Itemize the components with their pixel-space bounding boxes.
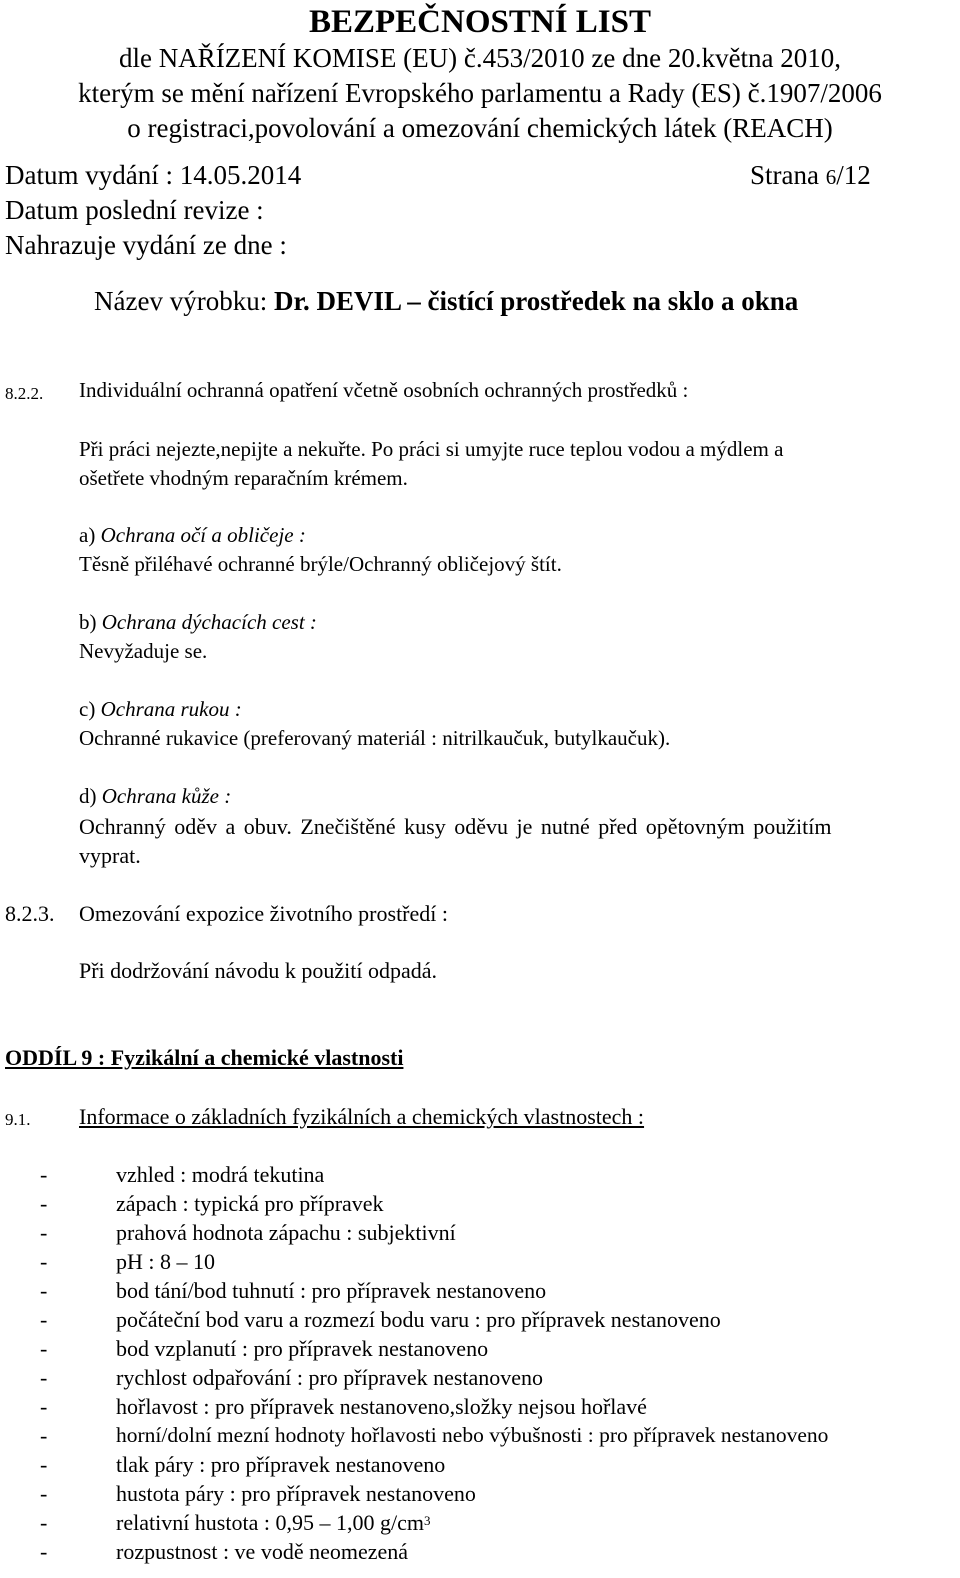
- product-label: Název výrobku:: [94, 286, 274, 316]
- eye-protection-label: Ochrana očí a obličeje :: [100, 523, 306, 547]
- list-item: - pH : 8 – 10: [40, 1249, 215, 1274]
- respiratory-protection-heading: b) Ochrana dýchacích cest :: [79, 610, 317, 634]
- list-item: - bod tání/bod tuhnutí : pro přípravek nestanoveno: [40, 1278, 547, 1303]
- regulation-line-1: dle NAŘÍZENÍ KOMISE (EU) č.453/2010 ze dne 20.května 2010,: [118, 43, 842, 73]
- hygiene-text-line-1: Při práci nejezte,nepijte a nekuřte. Po práci si umyjte ruce teplou vodou a mýdlem a: [79, 437, 784, 461]
- section-heading-9-1: Informace o základních fyzikálních a chemických vlastnostech :: [79, 1104, 645, 1129]
- document-title: BEZPEČNOSTNÍ LIST: [308, 4, 652, 40]
- list-item: - hořlavost : pro přípravek nestanoveno,složky nejsou hořlavé: [40, 1394, 647, 1419]
- page-indicator: [750, 158, 871, 194]
- list-item: - hustota páry : pro přípravek nestanoveno: [40, 1481, 476, 1506]
- section-number-8-2-2: 8.2.2.: [5, 384, 44, 403]
- list-item: - prahová hodnota zápachu : subjektivní: [40, 1220, 456, 1245]
- list-item: - počáteční bod varu a rozmezí bodu varu : pro přípravek nestanoveno: [40, 1307, 721, 1332]
- section-number-8-2-3: 8.2.3.: [5, 901, 55, 926]
- list-item: - zápach : typická pro přípravek: [40, 1191, 384, 1216]
- hand-protection-text: Ochranné rukavice (preferovaný materiál : nitrilkaučuk, butylkaučuk).: [79, 726, 671, 750]
- skin-protection-heading: d) Ochrana kůže :: [79, 784, 232, 808]
- product-name: Dr. DEVIL – čistící prostředek na sklo a okna: [273, 286, 799, 316]
- list-item: - rychlost odpařování : pro přípravek nestanoveno: [40, 1365, 544, 1390]
- list-item: - tlak páry : pro přípravek nestanoveno: [40, 1452, 446, 1477]
- last-revision: Datum poslední revize :: [5, 195, 264, 225]
- page-label: Strana: [750, 160, 826, 190]
- list-item: - relativní hustota : 0,95 – 1,00 $g/cm^3$: [40, 1510, 431, 1535]
- list-item: - vzhled : modrá tekutina: [40, 1162, 325, 1187]
- replaces-issue: Nahrazuje vydání ze dne :: [5, 230, 287, 260]
- section-heading-8-2-3: Omezování expozice životního prostředí :: [79, 901, 448, 926]
- page-total: /12: [836, 160, 871, 190]
- product-line: [94, 284, 798, 318]
- hand-protection-label: Ochrana rukou :: [100, 697, 242, 721]
- regulation-line-3: o registraci,povolování a omezování chemických látek (REACH): [127, 113, 833, 143]
- section-number-9-1: 9.1.: [5, 1110, 31, 1129]
- issue-date: Datum vydání : 14.05.2014: [5, 160, 302, 190]
- section-heading-8-2-2: Individuální ochranná opatření včetně osobních ochranných prostředků :: [79, 378, 689, 402]
- density-unit-superscript: 3: [423, 1513, 431, 1528]
- list-item: - rozpustnost : ve vodě neomezená: [40, 1539, 409, 1564]
- skin-protection-text-line-2: vyprat.: [79, 843, 141, 868]
- list-item: - horní/dolní mezní hodnoty hořlavosti nebo výbušnosti : pro přípravek nestanoveno: [40, 1423, 829, 1448]
- regulation-line-2: kterým se mění nařízení Evropského parlamentu a Rady (ES) č.1907/2006: [78, 78, 882, 108]
- section-9-heading: ODDÍL 9 : Fyzikální a chemické vlastnosti: [5, 1045, 404, 1070]
- hand-protection-heading: c) Ochrana rukou :: [79, 697, 242, 721]
- environment-exposure-text: Při dodržování návodu k použití odpadá.: [79, 958, 438, 983]
- respiratory-protection-text: Nevyžaduje se.: [79, 639, 208, 663]
- skin-protection-label: Ochrana kůže :: [101, 784, 232, 808]
- eye-protection-text: Těsně přiléhavé ochranné brýle/Ochranný obličejový štít.: [79, 552, 562, 576]
- page-current: 6: [825, 165, 837, 189]
- skin-protection-text-line-1: Ochranný oděv a obuv. Znečištěné kusy oděvu je nutné před opětovným použitím: [79, 814, 832, 839]
- list-item: - bod vzplanutí : pro přípravek nestanoveno: [40, 1336, 489, 1361]
- respiratory-protection-label: Ochrana dýchacích cest :: [101, 610, 317, 634]
- eye-protection-heading: a) Ochrana očí a obličeje :: [79, 523, 306, 547]
- hygiene-text-line-2: ošetřete vhodným reparačním krémem.: [79, 466, 408, 490]
